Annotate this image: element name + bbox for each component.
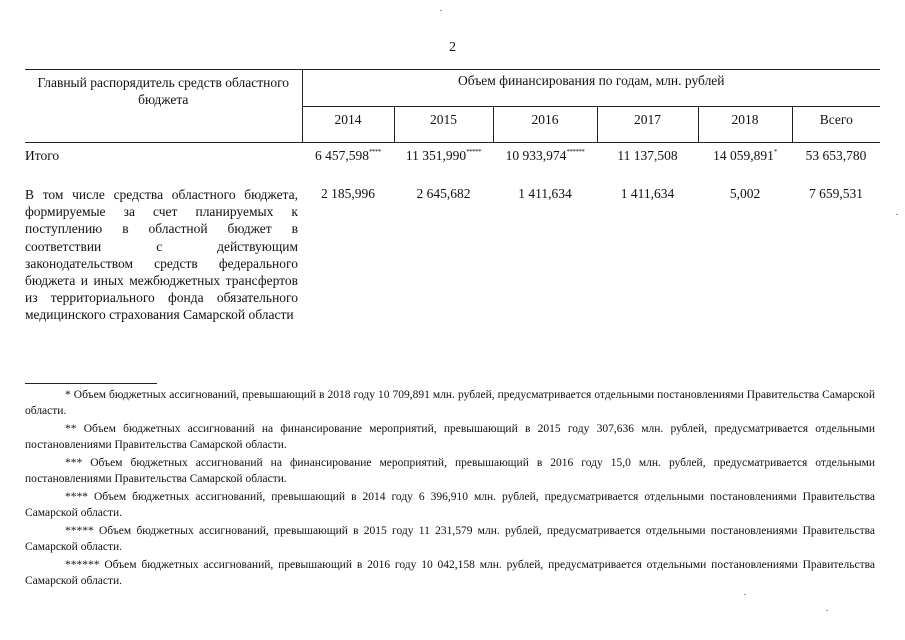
footnote-divider	[25, 383, 157, 384]
total-cell: 6 457,598****	[315, 148, 381, 163]
regional-funds-cell: 5,002	[729, 186, 761, 201]
total-row	[25, 143, 880, 179]
regional-funds-cell: 1 411,634	[620, 186, 675, 201]
header-year: 2016	[493, 107, 597, 143]
header-year: 2015	[394, 107, 493, 143]
regional-funds-row	[25, 178, 880, 324]
scan-speck	[896, 214, 898, 215]
header-budget-manager: Главный распорядитель средств областного бюджета	[25, 70, 302, 143]
regional-funds-total-cell: 7 659,531	[809, 186, 864, 201]
footnote: ****** Объем бюджетных ассигнований, превышающий в 2016 году 10 042,158 млн. рублей, предусматривается отдельными постановлениями Правительства Самарской области.	[25, 559, 875, 587]
scan-speck	[744, 594, 746, 595]
regional-funds-cell: 2 645,682	[416, 186, 471, 201]
table-header-row	[25, 70, 880, 107]
header-total: Всего	[792, 107, 880, 143]
scan-speck	[440, 10, 442, 11]
regional-funds-label: В том числе средства областного бюджета, формируемые за счет планируемых к поступлению в областной бюджет в соответствии с действующим законодательством средств федерального бюджета и иных межбюджетных трансфертов из территориального фонда обязательного медицинского страхования Самарской области	[25, 187, 298, 323]
header-year: 2017	[597, 107, 698, 143]
footnotes	[25, 387, 875, 591]
total-label: Итого	[25, 148, 60, 163]
scan-speck	[826, 610, 828, 611]
footnote: * Объем бюджетных ассигнований, превышающий в 2018 году 10 709,891 млн. рублей, предусматривается отдельными постановлениями Правительства Самарской области.	[25, 389, 875, 417]
total-cell: 14 059,891*	[713, 148, 777, 163]
total-cell: 10 933,974******	[505, 148, 585, 163]
regional-funds-cell: 2 185,996	[321, 186, 375, 201]
page-number: 2	[449, 40, 456, 55]
grand-total-cell: 53 653,780	[805, 148, 867, 163]
header-year: 2014	[302, 107, 394, 143]
footnote: ***** Объем бюджетных ассигнований, превышающий в 2015 году 11 231,579 млн. рублей, предусматривается отдельными постановлениями Правительства Самарской области.	[25, 525, 875, 553]
footnote: *** Объем бюджетных ассигнований на финансирование мероприятий, превышающий в 2016 году 15,0 млн. рублей, предусматривается отдельными постановлениями Правительства Самарской области.	[25, 457, 875, 485]
header-funding-by-year: Объем финансирования по годам, млн. рублей	[302, 70, 880, 107]
regional-funds-cell: 1 411,634	[518, 186, 572, 201]
footnote: ** Объем бюджетных ассигнований на финансирование мероприятий, превышающий в 2015 году 307,636 млн. рублей, предусматривается отдельными постановлениями Правительства Самарской области.	[25, 423, 875, 451]
header-year: 2018	[698, 107, 792, 143]
total-cell: 11 351,990*****	[405, 148, 482, 163]
footnote: **** Объем бюджетных ассигнований, превышающий в 2014 году 6 396,910 млн. рублей, предусматривается отдельными постановлениями Правительства Самарской области.	[25, 491, 875, 519]
total-cell: 11 137,508	[617, 148, 678, 163]
budget-table	[25, 69, 880, 324]
